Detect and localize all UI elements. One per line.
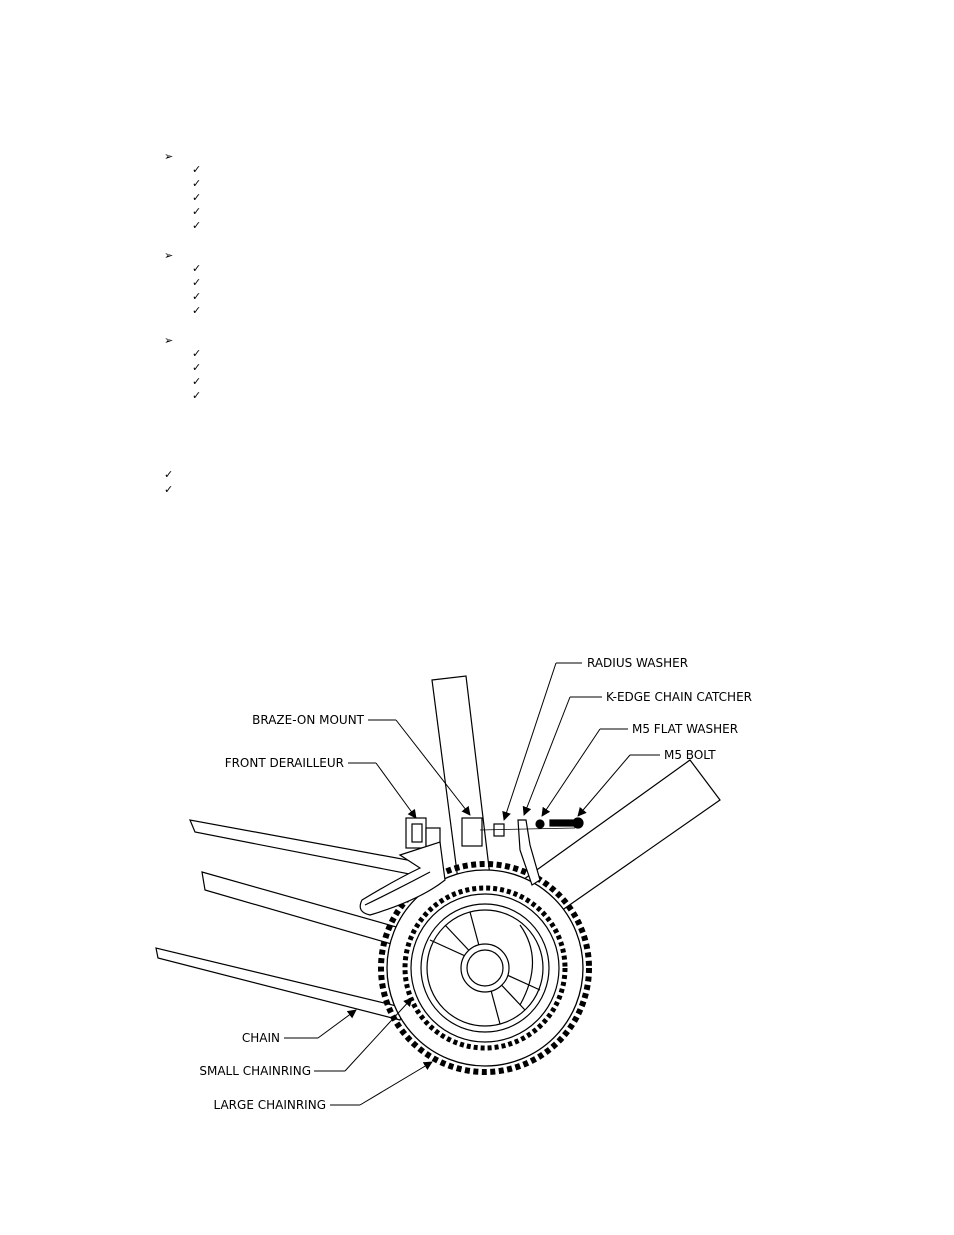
chain-label: CHAIN bbox=[241, 1031, 280, 1045]
check-icon: ✓ bbox=[192, 389, 202, 402]
check-icon: ✓ bbox=[192, 191, 202, 204]
check-icon: ✓ bbox=[192, 177, 202, 190]
check-icon: ✓ bbox=[192, 163, 202, 176]
arrow-bullet-icon: ➢ bbox=[164, 249, 174, 262]
large-chainring-label: LARGE CHAINRING bbox=[213, 1098, 326, 1112]
chain-catcher-part bbox=[518, 820, 540, 885]
front-derailleur-label: FRONT DERAILLEUR bbox=[224, 756, 344, 770]
flat-washer-part bbox=[536, 820, 544, 828]
braze-on-mount-part bbox=[462, 818, 482, 846]
check-icon: ✓ bbox=[192, 304, 202, 317]
check-icon: ✓ bbox=[192, 290, 202, 303]
bolt-leader bbox=[578, 755, 630, 816]
chain-stay-lower bbox=[156, 948, 405, 1020]
check-icon: ✓ bbox=[192, 375, 202, 388]
large-chainring-leader bbox=[360, 1062, 432, 1105]
check-icon: ✓ bbox=[164, 483, 174, 496]
check-icon: ✓ bbox=[164, 468, 174, 481]
front-derailleur-leader bbox=[376, 763, 416, 818]
braze-on-mount-label: BRAZE-ON MOUNT bbox=[252, 713, 364, 727]
chain-leader bbox=[318, 1010, 356, 1038]
radius-washer-label: RADIUS WASHER bbox=[587, 656, 689, 670]
flat-washer-leader bbox=[542, 729, 600, 816]
check-icon: ✓ bbox=[192, 361, 202, 374]
check-icon: ✓ bbox=[192, 205, 202, 218]
radius-washer-leader bbox=[504, 663, 556, 820]
check-icon: ✓ bbox=[192, 219, 202, 232]
bolt-head-part bbox=[573, 818, 583, 828]
m5-flat-washer-label: M5 FLAT WASHER bbox=[632, 722, 739, 736]
arrow-bullet-icon: ➢ bbox=[164, 150, 174, 163]
small-chainring-label: SMALL CHAINRING bbox=[199, 1064, 311, 1078]
check-icon: ✓ bbox=[192, 276, 202, 289]
check-icon: ✓ bbox=[192, 262, 202, 275]
arrow-bullet-icon: ➢ bbox=[164, 334, 174, 347]
m5-bolt-label: M5 BOLT bbox=[664, 748, 716, 762]
chain-catcher-leader bbox=[524, 697, 570, 815]
chain-stay-upper bbox=[190, 820, 440, 880]
check-icon: ✓ bbox=[192, 347, 202, 360]
bolt-part bbox=[550, 820, 576, 826]
k-edge-chain-catcher-label: K-EDGE CHAIN CATCHER bbox=[606, 690, 753, 704]
